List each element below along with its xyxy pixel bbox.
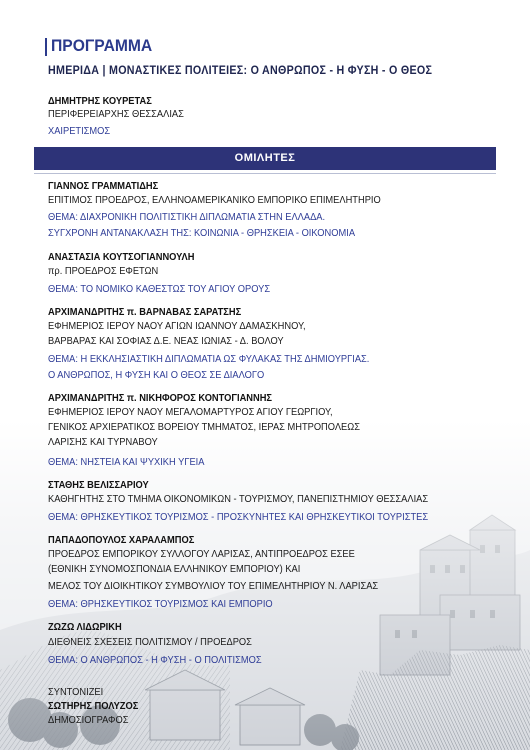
speaker-role: ΒΑΡΒΑΡΑΣ ΚΑΙ ΣΟΦΙΑΣ Δ.Ε. ΝΕΑΣ ΙΩΝΙΑΣ - Δ. ΒΟΛΟΥ [48,336,284,347]
speaker-topic: ΘΕΜΑ: ΘΡΗΣΚΕΥΤΙΚΟΣ ΤΟΥΡΙΣΜΟΣ ΚΑΙ ΕΜΠΟΡΙΟ [48,599,273,610]
speaker-role: ΚΑΘΗΓΗΤΗΣ ΣΤΟ ΤΜΗΜΑ ΟΙΚΟΝΟΜΙΚΩΝ - ΤΟΥΡΙΣΜΟΥ, ΠΑΝΕΠΙΣΤΗΜΙΟΥ ΘΕΣΣΑΛΙΑΣ [48,494,429,505]
speaker-name: ΣΤΑΘΗΣ ΒΕΛΙΣΣΑΡΙΟΥ [48,480,149,491]
speaker-role: ΛΑΡΙΣΗΣ ΚΑΙ ΤΥΡΝΑΒΟΥ [48,437,158,448]
speaker-role: ΜΕΛΟΣ ΤΟΥ ΔΙΟΙΚΗΤΙΚΟΥ ΣΥΜΒΟΥΛΙΟΥ ΤΟΥ ΕΠΙΜΕΛΗΤΗΡΙΟΥ Ν. ΛΑΡΙΣΑΣ [48,581,379,592]
greeting-topic: ΧΑΙΡΕΤΙΣΜΟΣ [48,126,111,137]
event-subtitle: ΗΜΕΡΙΔΑ | ΜΟΝΑΣΤΙΚΕΣ ΠΟΛΙΤΕΙΕΣ: Ο ΑΝΘΡΩΠΟΣ - Η ΦΥΣΗ - Ο ΘΕΟΣ [48,65,433,77]
moderator-name: ΣΩΤΗΡΗΣ ΠΟΛΥΖΟΣ [48,701,139,712]
speaker-name: ΑΡΧΙΜΑΝΔΡΙΤΗΣ π. ΝΙΚΗΦΟΡΟΣ ΚΟΝΤΟΓΙΑΝΝΗΣ [48,393,273,404]
speaker-role: ΓΕΝΙΚΟΣ ΑΡΧΙΕΡΑΤΙΚΟΣ ΒΟΡΕΙΟΥ ΤΜΗΜΑΤΟΣ, ΙΕΡΑΣ ΜΗΤΡΟΠΟΛΕΩΣ [48,422,360,433]
speaker-topic: ΘΕΜΑ: Η ΕΚΚΛΗΣΙΑΣΤΙΚΗ ΔΙΠΛΩΜΑΤΙΑ ΩΣ ΦΥΛΑΚΑΣ ΤΗΣ ΔΗΜΙΟΥΡΓΙΑΣ. [48,354,370,365]
speakers-header: ΟΜΙΛΗΤΕΣ [234,152,296,164]
speaker-name: ΖΩΖΩ ΛΙΔΩΡΙΚΗ [48,622,122,633]
speakers-header-band [34,147,496,170]
speaker-topic: ΘΕΜΑ: ΤΟ ΝΟΜΙΚΟ ΚΑΘΕΣΤΩΣ ΤΟΥ ΑΓΙΟΥ ΟΡΟΥΣ [48,284,271,295]
speaker-name: ΠΑΠΑΔΟΠΟΥΛΟΣ ΧΑΡΑΛΑΜΠΟΣ [48,535,195,546]
speaker-topic: ΘΕΜΑ: ΔΙΑΧΡΟΝΙΚΗ ΠΟΛΙΤΙΣΤΙΚΗ ΔΙΠΛΩΜΑΤΙΑ ΣΤΗΝ ΕΛΛΑΔΑ. [48,212,326,223]
speaker-role: πρ. ΠΡΟΕΔΡΟΣ ΕΦΕΤΩΝ [48,266,159,277]
speaker-name: ΑΡΧΙΜΑΝΔΡΙΤΗΣ π. ΒΑΡΝΑΒΑΣ ΣΑΡΑΤΣΗΣ [48,307,242,318]
speaker-role: ΕΦΗΜΕΡΙΟΣ ΙΕΡΟΥ ΝΑΟΥ ΑΓΙΩΝ ΙΩΑΝΝΟΥ ΔΑΜΑΣΚΗΝΟΥ, [48,321,306,332]
moderator-label: ΣΥΝΤΟΝΙΖΕΙ [48,687,104,698]
speaker-name: ΓΙΑΝΝΟΣ ΓΡΑΜΜΑΤΙΔΗΣ [48,181,159,192]
speaker-name: ΑΝΑΣΤΑΣΙΑ ΚΟΥΤΣΟΓΙΑΝΝΟΥΛΗ [48,252,195,263]
speaker-role: ΔΙΕΘΝΕΙΣ ΣΧΕΣΕΙΣ ΠΟΛΙΤΙΣΜΟΥ / ΠΡΟΕΔΡΟΣ [48,637,252,648]
speaker-role: ΠΡΟΕΔΡΟΣ ΕΜΠΟΡΙΚΟΥ ΣΥΛΛΟΓΟΥ ΛΑΡΙΣΑΣ, ΑΝΤΙΠΡΟΕΔΡΟΣ ΕΣΕΕ [48,549,355,560]
page-title: ΠΡΟΓΡΑΜΜΑ [51,36,153,55]
speaker-topic: ΘΕΜΑ: Ο ΑΝΘΡΩΠΟΣ - Η ΦΥΣΗ - Ο ΠΟΛΙΤΙΣΜΟΣ [48,655,262,666]
title-accent-bar [45,38,47,56]
greeting-name: ΔΗΜΗΤΡΗΣ ΚΟΥΡΕΤΑΣ [48,96,152,107]
speaker-role: ΕΠΙΤΙΜΟΣ ΠΡΟΕΔΡΟΣ, ΕΛΛΗΝΟΑΜΕΡΙΚΑΝΙΚΟ ΕΜΠΟΡΙΚΟ ΕΠΙΜΕΛΗΤΗΡΙΟ [48,195,381,206]
moderator-role: ΔΗΜΟΣΙΟΓΡΑΦΟΣ [48,715,129,726]
speaker-role: (ΕΘΝΙΚΗ ΣΥΝΟΜΟΣΠΟΝΔΙΑ ΕΛΛΗΝΙΚΟΥ ΕΜΠΟΡΙΟΥ) ΚΑΙ [48,564,301,575]
greeting-role: ΠΕΡΙΦΕΡΕΙΑΡΧΗΣ ΘΕΣΣΑΛΙΑΣ [48,109,184,120]
divider [34,173,496,174]
speaker-topic: ΘΕΜΑ: ΘΡΗΣΚΕΥΤΙΚΟΣ ΤΟΥΡΙΣΜΟΣ - ΠΡΟΣΚΥΝΗΤΕΣ ΚΑΙ ΘΡΗΣΚΕΥΤΙΚΟΙ ΤΟΥΡΙΣΤΕΣ [48,512,429,523]
speaker-topic: ΘΕΜΑ: ΝΗΣΤΕΙΑ ΚΑΙ ΨΥΧΙΚΗ ΥΓΕΙΑ [48,457,205,468]
speaker-topic: ΣΥΓΧΡΟΝΗ ΑΝΤΑΝΑΚΛΑΣΗ ΤΗΣ: ΚΟΙΝΩΝΙΑ - ΘΡΗΣΚΕΙΑ - ΟΙΚΟΝΟΜΙΑ [48,228,356,239]
speaker-topic: Ο ΑΝΘΡΩΠΟΣ, Η ΦΥΣΗ ΚΑΙ Ο ΘΕΟΣ ΣΕ ΔΙΑΛΟΓΟ [48,370,265,381]
speaker-role: ΕΦΗΜΕΡΙΟΣ ΙΕΡΟΥ ΝΑΟΥ ΜΕΓΑΛΟΜΑΡΤΥΡΟΣ ΑΓΙΟΥ ΓΕΩΡΓΙΟΥ, [48,407,333,418]
